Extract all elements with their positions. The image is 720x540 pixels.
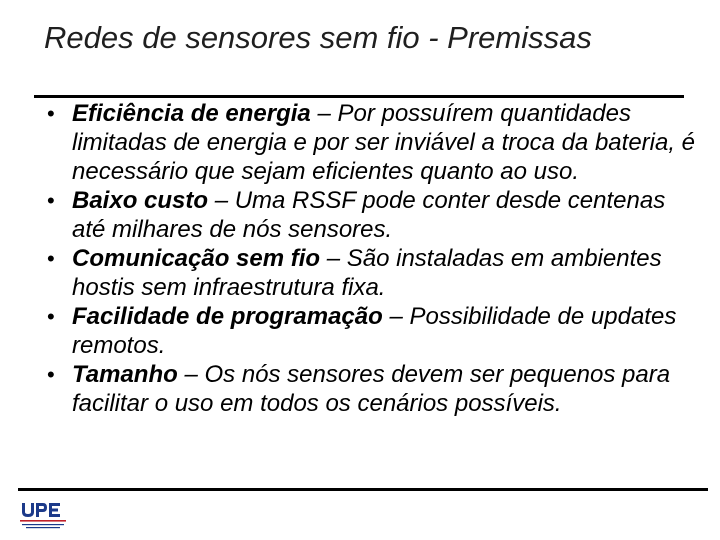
bullet-text: – São instaladas em ambientes hostis sem infraestrutura fixa.	[72, 245, 662, 301]
bullet-marker: •	[47, 362, 55, 387]
bullet-text: – Por possuírem quantidades limitadas de energia e por ser inviável a troca da bateria, é necessário que sejam eficientes quanto ao uso.	[72, 100, 696, 185]
title-divider	[34, 95, 684, 98]
bullet-item	[0, 360, 700, 418]
university-logo-icon	[18, 500, 68, 532]
bullet-marker: •	[47, 246, 55, 271]
bullet-marker: •	[47, 101, 55, 126]
bullet-item	[0, 244, 700, 302]
bullet-term: Eficiência de energia	[72, 100, 311, 127]
bullet-term: Comunicação sem fio	[72, 245, 321, 272]
bullet-item	[0, 99, 700, 186]
bullet-text: – Possibilidade de updates remotos.	[72, 303, 677, 359]
bullet-marker: •	[47, 304, 55, 329]
footer-divider	[18, 488, 708, 491]
bullet-term: Baixo custo	[72, 187, 209, 214]
bullet-text: – Uma RSSF pode conter desde centenas até milhares de nós sensores.	[72, 187, 666, 243]
bullet-text: – Os nós sensores devem ser pequenos para facilitar o uso em todos os cenários possíveis.	[72, 361, 671, 417]
bullet-marker: •	[47, 188, 55, 213]
bullet-item	[0, 302, 700, 360]
bullet-item	[0, 186, 700, 244]
bullet-term: Facilidade de programação	[72, 303, 383, 330]
slide-title: Redes de sensores sem fio - Premissas	[44, 20, 592, 55]
bullet-term: Tamanho	[72, 361, 178, 388]
bullet-list	[0, 99, 700, 418]
